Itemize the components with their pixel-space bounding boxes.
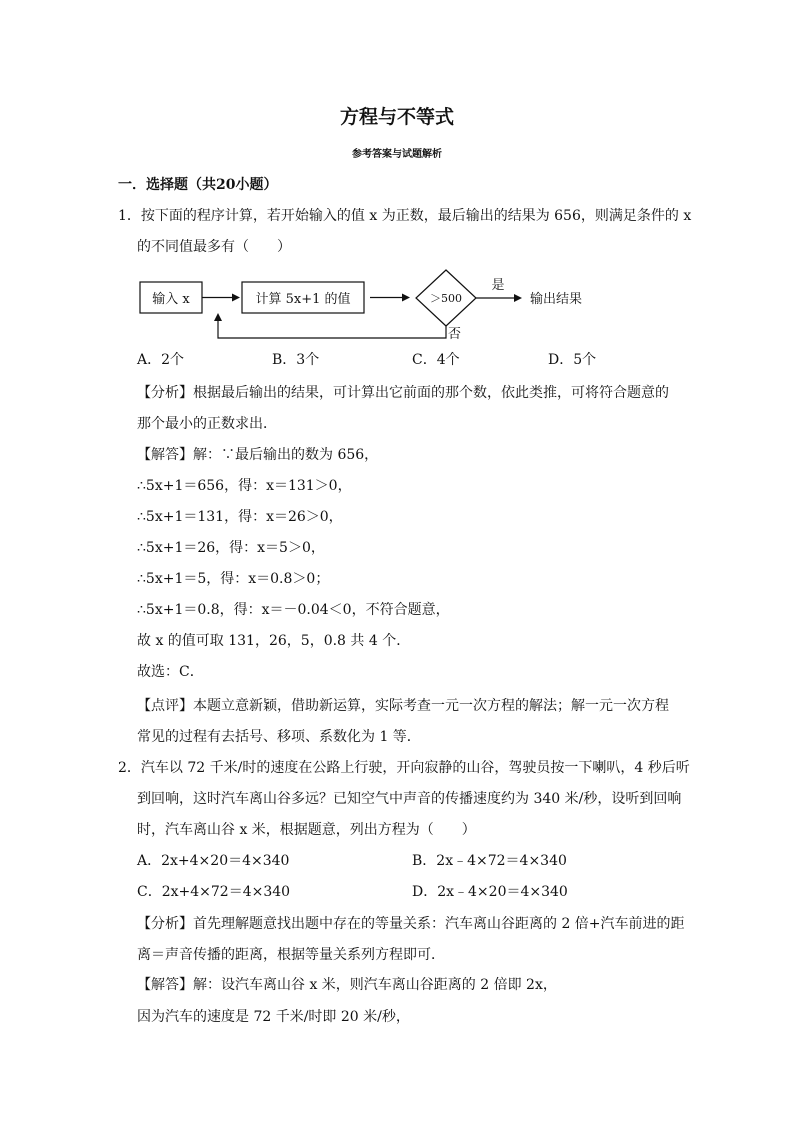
q1-solution-line: ∴5x+1＝26，得：x＝5＞0， xyxy=(137,540,325,556)
flow-arrowhead xyxy=(514,294,522,302)
flow-compute-label: 计算 5x+1 的值 xyxy=(255,292,351,307)
q1-comment-line: 常见的过程有去括号、移项、系数化为 1 等． xyxy=(137,729,421,745)
page-subtitle: 参考答案与试题解析 xyxy=(352,149,442,160)
q1-option-c: C．4个 xyxy=(412,352,460,368)
q1-solution-line: ∴5x+1＝0.8，得：x＝－0.04＜0，不符合题意， xyxy=(137,602,450,618)
q2-solution-line: 因为汽车的速度是 72 千米/时即 20 米/秒， xyxy=(137,1009,410,1025)
q2-stem-line: 时，汽车离山谷 x 米，根据题意，列出方程为（ ） xyxy=(137,822,476,838)
flow-no-label: 否 xyxy=(448,327,462,342)
q1-stem-line: 的不同值最多有（ ） xyxy=(137,239,291,255)
q1-analysis-line: 【分析】根据最后输出的结果，可计算出它前面的那个数，依此类推，可将符合题意的 xyxy=(137,385,669,401)
q1-flowchart xyxy=(130,262,630,348)
q1-stem-line: 1．按下面的程序计算，若开始输入的值 x 为正数，最后输出的结果为 656，则满足条件的 x xyxy=(118,208,692,224)
flow-arrowhead xyxy=(402,294,410,302)
q2-analysis-line: 离＝声音传播的距离，根据等量关系列方程即可． xyxy=(137,947,445,963)
q1-option-a: A．2个 xyxy=(137,352,185,368)
q1-solution-line: ∴5x+1＝656，得：x＝131＞0， xyxy=(137,478,352,494)
q1-comment-line: 【点评】本题立意新颖，借助新运算，实际考查一元一次方程的解法；解一元一次方程 xyxy=(137,698,669,714)
flow-arrowhead xyxy=(214,313,222,321)
q1-option-b: B．3个 xyxy=(272,352,320,368)
q1-solution-line: 故 x 的值可取 131，26，5，0.8 共 4 个． xyxy=(137,633,411,649)
q2-option-a: A．2x+4×20＝4×340 xyxy=(137,853,290,869)
flow-input-label: 输入 x xyxy=(152,292,190,307)
q2-option-c: C．2x+4×72＝4×340 xyxy=(137,884,291,900)
q1-option-d: D．5个 xyxy=(548,352,597,368)
q1-solution-line: ∴5x+1＝131，得：x＝26＞0， xyxy=(137,509,343,525)
flow-loop-line xyxy=(218,319,446,338)
q2-stem-line: 2．汽车以 72 千米/时的速度在公路上行驶，开向寂静的山谷，驾驶员按一下喇叭，4 秒后听 xyxy=(118,760,690,776)
q2-option-b: B．2x﹣4×72＝4×340 xyxy=(412,853,567,869)
q2-analysis-line: 【分析】首先理解题意找出题中存在的等量关系：汽车离山谷距离的 2 倍+汽车前进的距 xyxy=(137,916,685,932)
page-title: 方程与不等式 xyxy=(339,106,454,128)
flow-output-label: 输出结果 xyxy=(530,292,583,307)
q2-stem-line: 到回响，这时汽车离山谷多远？已知空气中声音的传播速度约为 340 米/秒，设听到回响 xyxy=(137,791,682,807)
flow-condition-label: ＞500 xyxy=(430,292,462,305)
q1-analysis-line: 那个最小的正数求出． xyxy=(137,416,277,432)
q1-solution-line: 【解答】解：∵最后输出的数为 656， xyxy=(137,447,379,463)
flow-arrowhead xyxy=(232,294,240,302)
flow-yes-label: 是 xyxy=(491,278,505,293)
q1-solution-line: 故选：C． xyxy=(137,664,204,680)
q2-solution-line: 【解答】解：设汽车离山谷 x 米，则汽车离山谷距离的 2 倍即 2x， xyxy=(137,977,557,993)
q2-option-d: D．2x﹣4×20＝4×340 xyxy=(412,884,568,900)
q1-solution-line: ∴5x+1＝5，得：x＝0.8＞0； xyxy=(137,571,330,587)
section-heading: 一．选择题（共20小题） xyxy=(118,177,278,193)
